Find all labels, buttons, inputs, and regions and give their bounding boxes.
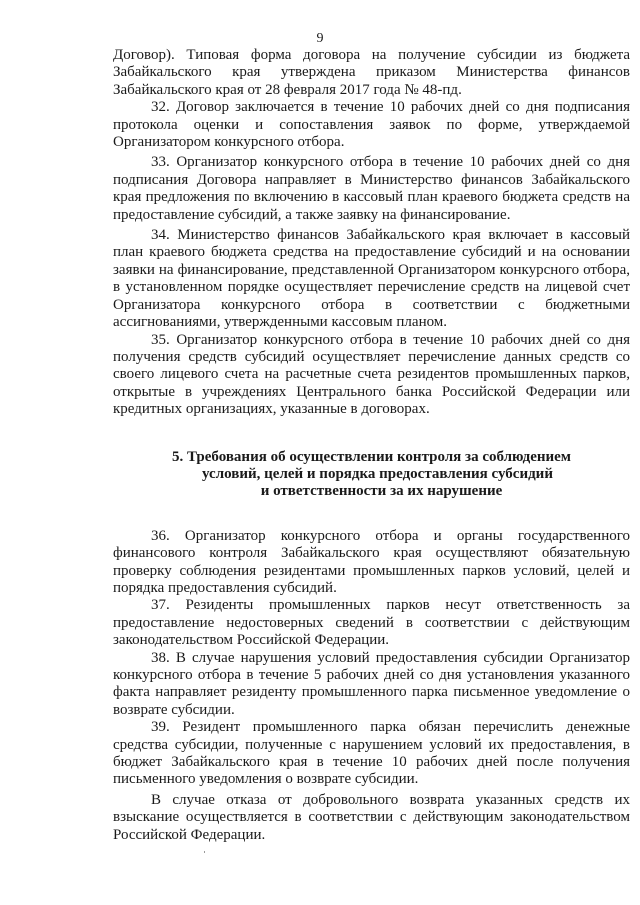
document-body (113, 47, 630, 844)
paragraph-35: 35. Организатор конкурсного отбора в течение 10 рабочих дней со дня получения средств субсидий осуществляет перечисление данных средств со своего лицевого счета на расчетные счета резидентов промышленных парков, открытые в учреждениях Центрального банка Российской Федерации или кредитных организациях, указанные в договорах. (113, 331, 630, 418)
paragraph-32: 32. Договор заключается в течение 10 рабочих дней со дня подписания протокола оценки и сопоставления заявок по форме, утверждаемой Организатором конкурсного отбора. (113, 99, 630, 151)
section-heading-line-3: и ответственности за их нарушение (260, 483, 503, 500)
section-heading-line-1: 5. Требования об осуществлении контроля за соблюдением (171, 448, 572, 465)
paragraph-continuation: Договор). Типовая форма договора на получение субсидии из бюджета Забайкальского края утверждена приказом Министерства финансов Забайкальского края от 28 февраля 2017 года № 48-пд. (113, 47, 630, 98)
page-number: 9 (316, 31, 324, 46)
paragraph-39-refusal: В случае отказа от добровольного возврата указанных средств их взыскание осуществляется в соответствии с действующим законодательством Российской Федерации. (113, 791, 630, 843)
scan-artifact-mark (204, 851, 205, 853)
paragraph-33: 33. Организатор конкурсного отбора в течение 10 рабочих дней со дня подписания Договора направляет в Министерство финансов Забайкальского края предложения по включению в кассовый план краевого бюджета средств на предоставление субсидий, а также заявку на финансирование. (113, 154, 630, 223)
paragraph-37: 37. Резиденты промышленных парков несут ответственность за предоставление недостоверных сведений в соответствии с действующим законодательством Российской Федерации. (113, 597, 630, 649)
paragraph-38: 38. В случае нарушения условий предоставления субсидии Организатор конкурсного отбора в течение 5 рабочих дней со дня установления указанного факта направляет резиденту промышленного парка письменное уведомление о возврате субсидии. (113, 649, 630, 718)
section-heading-line-2: условий, целей и порядка предоставления субсидий (202, 465, 553, 482)
section-5-heading (113, 449, 630, 501)
paragraph-39: 39. Резидент промышленного парка обязан перечислить денежные средства субсидии, полученные с нарушением условий их предоставления, в бюджет Забайкальского края в течение 10 рабочих дней после получения письменного уведомления о возврате субсидии. (113, 719, 630, 788)
paragraph-36: 36. Организатор конкурсного отбора и органы государственного финансового контроля Забайкальского края осуществляют обязательную проверку соблюдения резидентами промышленных парков условий, целей и порядка предоставления субсидий. (113, 527, 630, 596)
paragraph-34: 34. Министерство финансов Забайкальского края включает в кассовый план краевого бюджета средства на предоставление субсидий и на основании заявки на финансирование, представленной Организатором конкурсного отбора, в установленном порядке осуществляет перечисление средств на лицевой счет Организатора конкурсного отбора в соответствии с бюджетными ассигнованиями, утвержденными кассовым планом. (113, 227, 630, 331)
